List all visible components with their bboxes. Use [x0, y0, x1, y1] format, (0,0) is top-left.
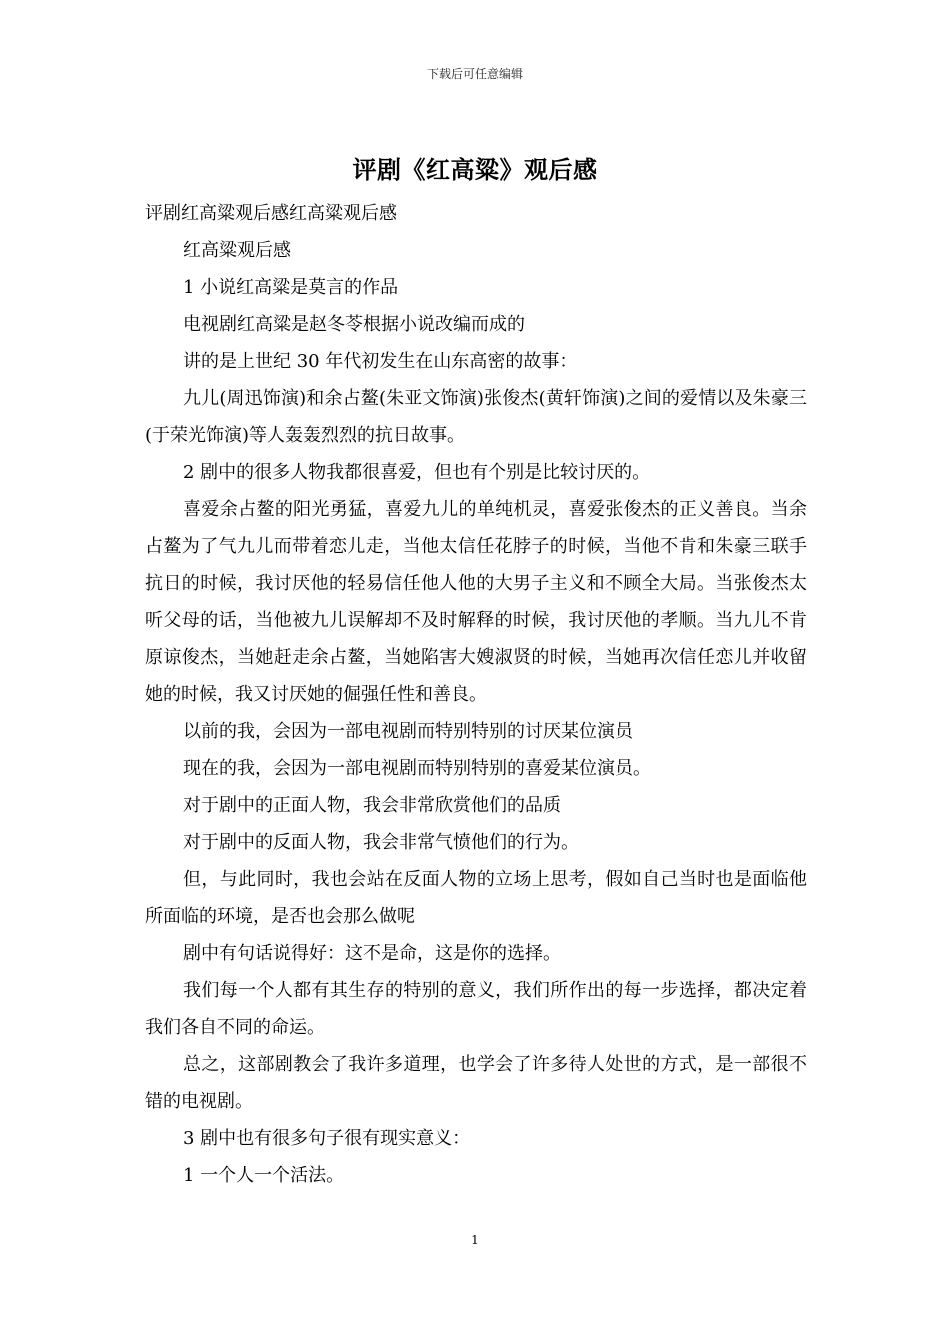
paragraph: 九儿(周迅饰演)和余占鳌(朱亚文饰演)张俊杰(黄轩饰演)之间的爱情以及朱豪三(于荣光饰演)等人轰轰烈烈的抗日故事。 — [145, 388, 807, 446]
paragraph: 剧中有句话说得好：这不是命，这是你的选择。 — [183, 943, 561, 964]
paragraph: 3 剧中也有很多句子很有现实意义： — [183, 1128, 471, 1149]
page-number: 1 — [471, 1233, 479, 1247]
paragraph: 喜爱余占鳌的阳光勇猛，喜爱九儿的单纯机灵，喜爱张俊杰的正义善良。当余占鳌为了气九儿而带着恋儿走，当他太信任花脖子的时候，当他不肯和朱豪三联手抗日的时候，我讨厌他的轻易信任他人他的大男子主义和不顾全大局。当张俊杰太听父母的话，当他被九儿误解却不及时解释的时候，我讨厌他的孝顺。当九儿不肯原谅俊杰，当她赶走余占鳌，当她陷害大嫂淑贤的时候，当她再次信任恋儿并收留她的时候，我又讨厌她的倔强任性和善良。 — [145, 499, 807, 705]
paragraph: 但，与此同时，我也会站在反面人物的立场上思考，假如自己当时也是面临他所面临的环境，是否也会那么做呢 — [145, 869, 807, 927]
paragraph: 以前的我，会因为一部电视剧而特别特别的讨厌某位演员 — [183, 721, 633, 742]
paragraph: 电视剧红高粱是赵冬苓根据小说改编而成的 — [183, 314, 525, 335]
document-body — [145, 195, 807, 1194]
paragraph: 讲的是上世纪 30 年代初发生在山东高密的故事： — [183, 351, 578, 372]
paragraph-subtitle: 评剧红高粱观后感红高粱观后感 — [145, 203, 397, 224]
paragraph: 总之，这部剧教会了我许多道理，也学会了许多待人处世的方式，是一部很不错的电视剧。 — [145, 1054, 807, 1112]
document-title: 评剧《红高粱》观后感 — [352, 155, 598, 184]
paragraph: 红高粱观后感 — [183, 240, 291, 261]
paragraph: 我们每一个人都有其生存的特别的意义，我们所作出的每一步选择，都决定着我们各自不同的命运。 — [145, 980, 807, 1038]
paragraph: 对于剧中的反面人物，我会非常气愤他们的行为。 — [183, 832, 579, 853]
paragraph: 对于剧中的正面人物，我会非常欣赏他们的品质 — [183, 795, 561, 816]
page-header-note: 下载后可任意编辑 — [426, 67, 523, 81]
paragraph: 2 剧中的很多人物我都很喜爱，但也有个别是比较讨厌的。 — [183, 462, 651, 483]
paragraph: 1 小说红高粱是莫言的作品 — [183, 277, 399, 298]
paragraph: 现在的我，会因为一部电视剧而特别特别的喜爱某位演员。 — [183, 758, 651, 779]
paragraph: 1 一个人一个活法。 — [183, 1165, 345, 1186]
